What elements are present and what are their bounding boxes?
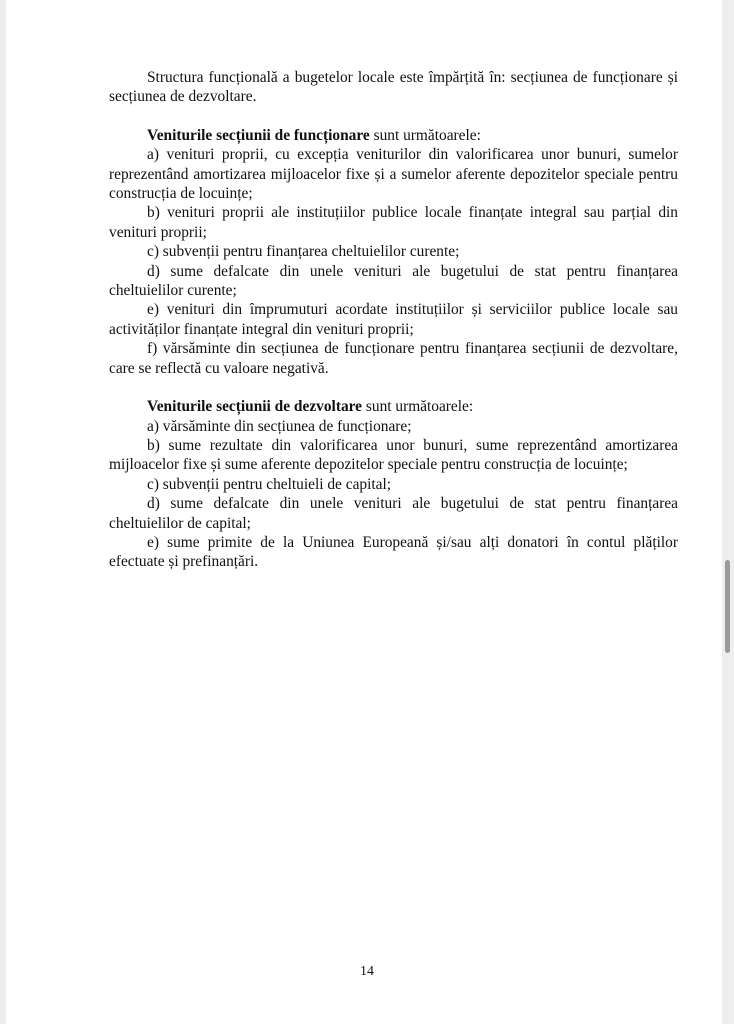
dezvoltare-item-b: b) sume rezultate din valorificarea unor bunuri, sume reprezentând amortizarea mijloacelor fixe și sume aferente depozitelor speciale pentru construcția de locuințe; — [109, 436, 678, 474]
document-page — [6, 0, 722, 1024]
paragraph-gap — [109, 107, 678, 126]
section-dezvoltare-heading-bold: Veniturile secțiunii de dezvoltare — [147, 398, 363, 416]
functionare-item-c: c) subvenții pentru finanțarea cheltuielilor curente; — [147, 243, 460, 261]
section-dezvoltare-heading-rest: sunt următoarele: — [362, 398, 474, 416]
functionare-item-d: d) sume defalcate din unele venituri ale bugetului de stat pentru finanțarea cheltuielilor curente; — [109, 262, 678, 300]
dezvoltare-item-c: c) subvenții pentru cheltuieli de capital; — [147, 475, 392, 493]
functionare-item-f: f) vărsăminte din secțiunea de funcționare pentru finanțarea secțiunii de dezvoltare, care se reflectă cu valoare negativă. — [109, 340, 678, 377]
dezvoltare-item-e: e) sume primite de la Uniunea Europeană și/sau alți donatori în contul plăților efectuate și prefinanțări. — [109, 533, 678, 571]
scrollbar[interactable] — [722, 0, 734, 1024]
functionare-item-e: e) venituri din împrumuturi acordate instituțiilor și serviciilor publice locale sau activităților finanțate integral din venituri proprii; — [109, 301, 678, 338]
dezvoltare-item-d: d) sume defalcate din unele venituri ale bugetului de stat pentru finanțarea cheltuielilor de capital; — [109, 495, 678, 532]
intro-paragraph: Structura funcțională a bugetelor locale este împărțită în: secțiunea de funcționare și secțiunea de dezvoltare. — [109, 69, 678, 106]
functionare-item-b: b) venituri proprii ale instituțiilor publice locale finanțate integral sau parțial din venituri proprii; — [109, 204, 678, 241]
dezvoltare-item-a: a) vărsăminte din secțiunea de funcționare; — [147, 417, 412, 435]
functionare-item-a: a) venituri proprii, cu excepția veniturilor din valorificarea unor bunuri, sumelor reprezentând amortizarea mijloacelor fixe și a sumelor aferente depozitelor speciale pentru construcția de locuințe; — [109, 146, 678, 203]
section-functionare-heading — [109, 126, 678, 145]
scrollbar-thumb[interactable] — [725, 560, 730, 653]
page-number: 14 — [360, 964, 374, 979]
section-dezvoltare-heading — [109, 397, 678, 416]
paragraph-gap — [109, 378, 678, 397]
document-body — [109, 68, 678, 572]
section-functionare-heading-rest: sunt următoarele: — [369, 126, 481, 144]
section-functionare-heading-bold: Veniturile secțiunii de funcționare — [147, 126, 370, 144]
